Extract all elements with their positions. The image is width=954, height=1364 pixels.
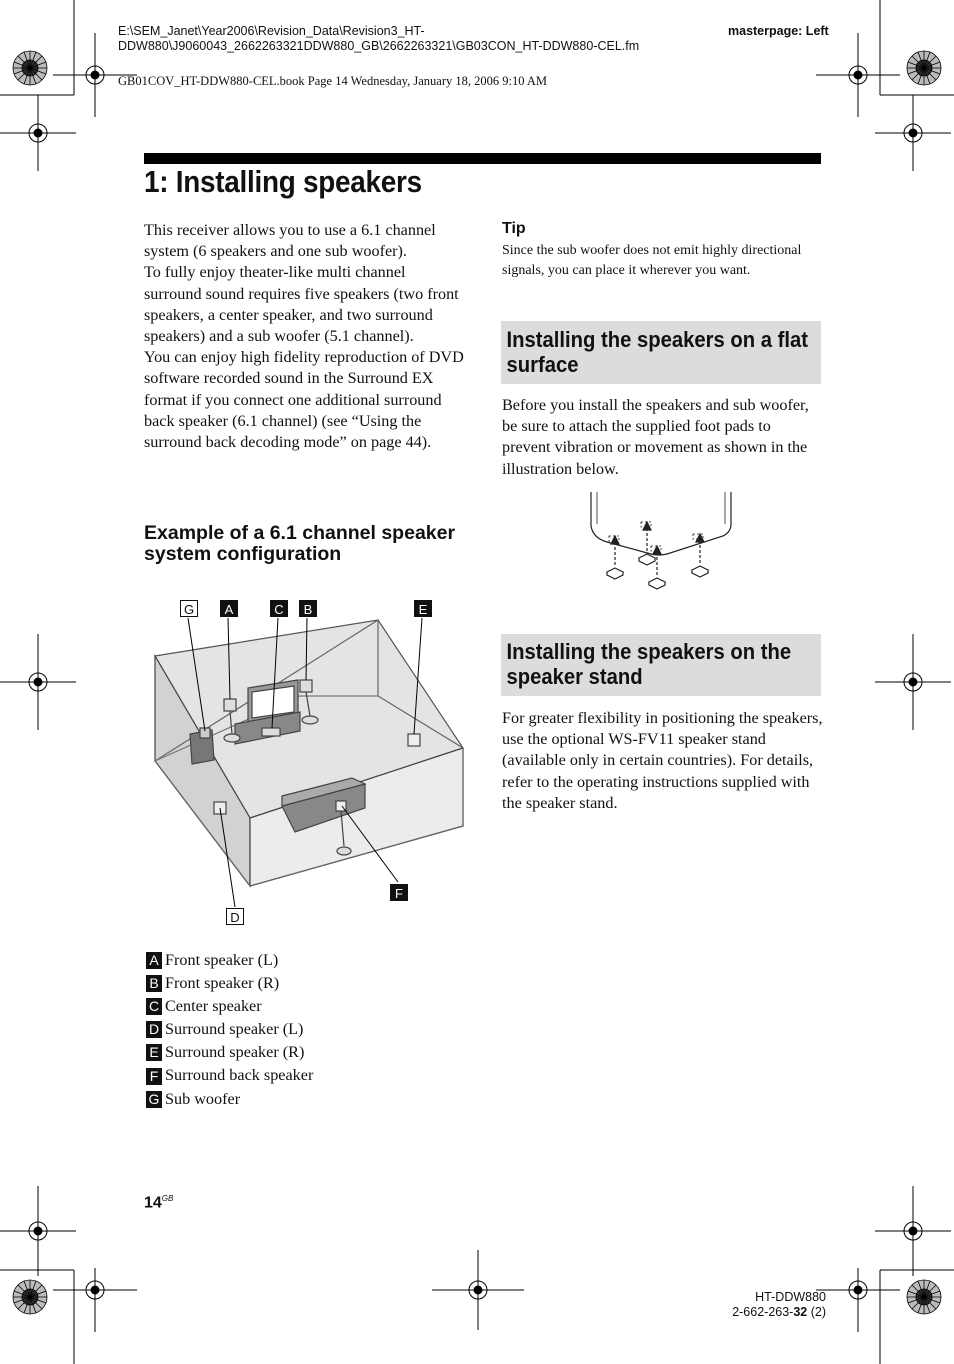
page-number [144,1194,173,1212]
legend-key: G [146,1091,162,1108]
legend-text: Surround speaker (L) [165,1020,304,1039]
legend-item [146,1018,313,1041]
foot-pads-illustration [585,490,740,592]
section-stand-heading-text: Installing the speakers on the speaker stand [506,639,792,689]
diagram-label-c: C [270,600,288,617]
intro-text [144,220,466,453]
intro-paragraph-2: To fully enjoy theater-like multi channel surround sound requires five speakers (two front speakers, a center speaker, and two surround speakers) and a sub woofer (5.1 channel). [144,263,459,346]
legend-key: C [146,998,162,1015]
file-path-line2: DDW880\J9060043_2662263321DDW880_GB\2662263321\GB03CON_HT-DDW880-CEL.fm [118,39,640,53]
book-info-line: GB01COV_HT-DDW880-CEL.book Page 14 Wednesday, January 18, 2006 9:10 AM [118,74,548,88]
model-name: HT-DDW880 [755,1290,826,1304]
legend-item [146,1064,313,1087]
legend-text: Surround back speaker [165,1066,314,1085]
masterpage-label: masterpage: Left [728,24,829,38]
legend-key: F [146,1068,162,1085]
legend-item [146,1041,313,1064]
title-rule [144,153,821,164]
legend-item [146,972,313,995]
diagram-label-g: G [180,600,198,617]
diagram-label-f: F [390,884,408,901]
file-path-line1: E:\SEM_Janet\Year2006\Revision_Data\Revision3_HT- [118,24,425,38]
legend-text: Front speaker (L) [165,951,279,969]
model-code-prefix: 2-662-263- [732,1305,794,1319]
speaker-legend [146,949,313,1111]
section-stand-heading-box [501,634,821,696]
file-path [118,24,639,54]
section-stand-heading [501,634,795,689]
model-code-bold: 32 [793,1305,808,1319]
page-title: 1: Installing speakers [144,164,422,199]
page-number-value: 14 [144,1194,162,1212]
intro-paragraph-1: This receiver allows you to use a 6.1 channel system (6 speakers and one sub woofer). [144,221,436,261]
section-flat-heading-text: Installing the speakers on a flat surface [506,327,808,377]
tip-heading: Tip [502,220,526,237]
section-flat-heading-box [501,321,821,384]
model-code [700,1305,826,1320]
page-number-suffix: GB [161,1194,174,1203]
legend-key: D [146,1021,162,1038]
legend-item [146,995,313,1018]
legend-text: Center speaker [165,997,262,1016]
legend-item [146,1088,313,1111]
intro-paragraph-3: You can enjoy high fidelity reproduction of DVD software recorded sound in the Surround EX format if you connect one additional surround back speaker (6.1 channel) (see “Using the surround back decoding mode” on page 44). [144,348,464,452]
legend-key: B [146,975,162,992]
speaker-configuration-diagram [150,596,470,936]
example-heading: Example of a 6.1 channel speaker system configuration [144,522,456,565]
legend-text: Front speaker (R) [165,974,280,993]
legend-text: Sub woofer [165,1089,241,1108]
section-flat-heading [501,321,808,377]
section-flat-text: Before you install the speakers and sub woofer, be sure to attach the supplied foot pads to prevent vibration or movement as shown in the illustration below. [502,396,809,478]
diagram-label-e: E [414,600,432,617]
model-info [700,1290,826,1320]
section-stand-text: For greater flexibility in positioning the speakers, use the optional WS-FV11 speaker stand (available only in certain countries). For details, refer to the operating instructions supplied with the speaker stand. [502,709,823,812]
legend-text: Surround speaker (R) [165,1043,305,1062]
legend-key: E [146,1044,162,1061]
diagram-label-a: A [220,600,238,617]
diagram-label-b: B [299,600,317,617]
tip-text: Since the sub woofer does not emit highly directional signals, you can place it wherever you want. [502,243,802,278]
legend-item [146,949,313,972]
model-code-suffix: (2) [807,1305,826,1319]
legend-key: A [146,952,162,969]
diagram-label-d: D [226,908,244,925]
